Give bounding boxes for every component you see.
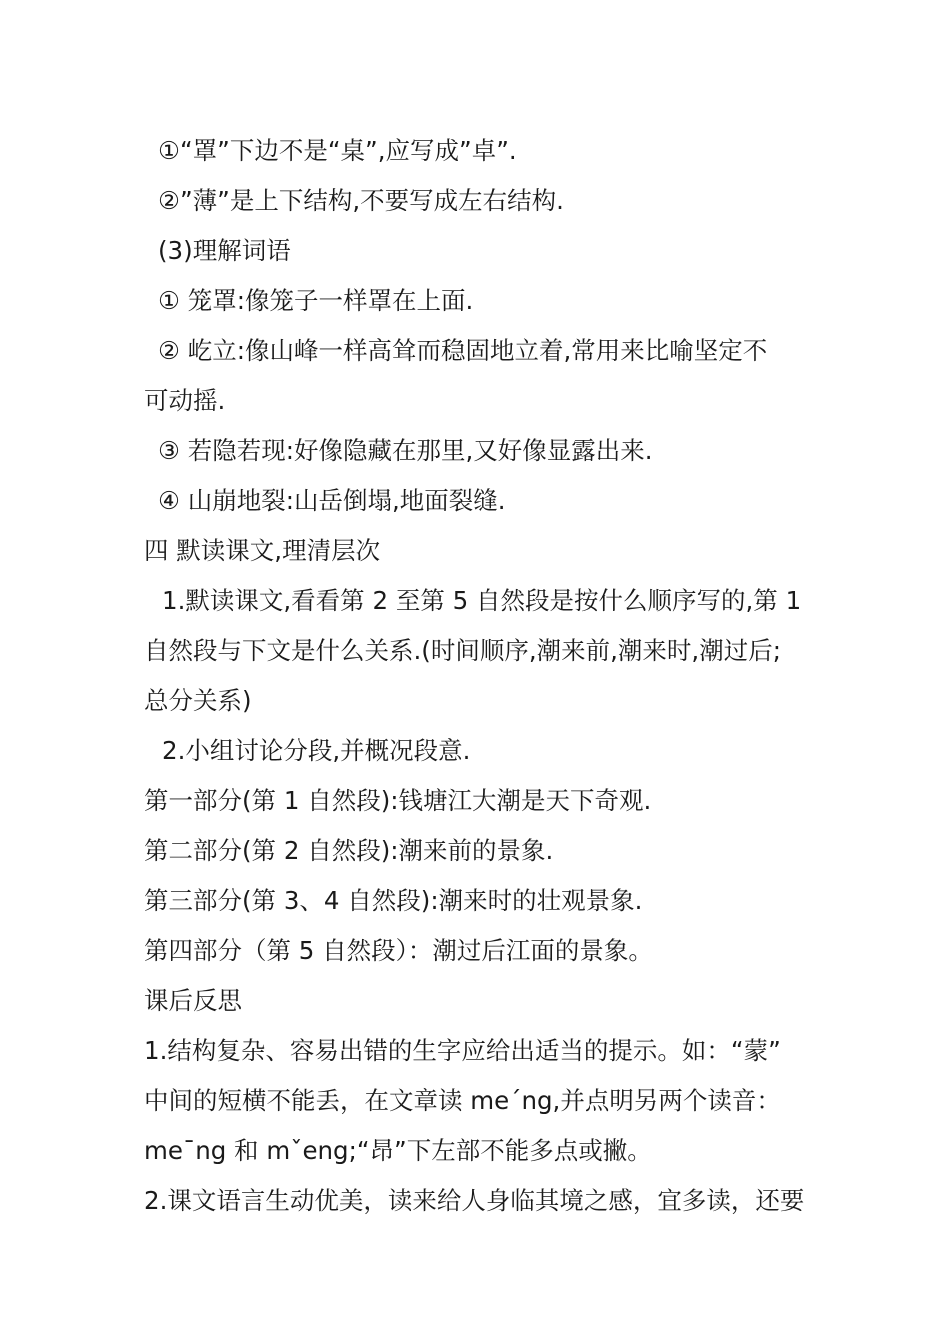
text-line: 中间的短横不能丢，在文章读 meˊng,并点明另两个读音： [144,1086,781,1115]
text-line: 2.课文语言生动优美，读来给人身临其境之感，宜多读，还要 [144,1186,805,1215]
text-line: 第二部分(第 2 自然段):潮来前的景象. [144,836,554,865]
text-line: 1.结构复杂、容易出错的生字应给出适当的提示。如：“蒙” [144,1036,781,1065]
section-heading: 四 默读课文,理清层次 [144,536,381,565]
text-line: 第四部分（第 5 自然段）：潮过后江面的景象。 [144,936,653,965]
text-line: ① 笼罩:像笼子一样罩在上面. [158,286,474,315]
text-line: ②”薄”是上下结构,不要写成左右结构. [158,186,564,215]
document-body [144,126,824,1226]
text-line: ② 屹立:像山峰一样高耸而稳固地立着,常用来比喻坚定不 [158,336,768,365]
text-line: ①“罩”下边不是“桌”,应写成”卓”. [158,136,517,165]
text-line: meˉng 和 mˇeng;“昂”下左部不能多点或撇。 [144,1136,652,1165]
text-line: 第三部分(第 3、4 自然段):潮来时的壮观景象. [144,886,643,915]
section-heading: 课后反思 [144,986,242,1015]
text-line: (3)理解词语 [158,236,291,265]
text-line: ④ 山崩地裂:山岳倒塌,地面裂缝. [158,486,506,515]
text-line: 可动摇. [144,386,226,415]
text-line: ③ 若隐若现:好像隐藏在那里,又好像显露出来. [158,436,653,465]
text-line: 2.小组讨论分段,并概况段意. [162,736,471,765]
text-line: 自然段与下文是什么关系.(时间顺序,潮来前,潮来时,潮过后; [144,636,781,665]
text-line: 总分关系) [144,686,252,715]
text-line: 1.默读课文,看看第 2 至第 5 自然段是按什么顺序写的,第 1 [162,586,802,615]
text-line: 第一部分(第 1 自然段):钱塘江大潮是天下奇观. [144,786,652,815]
